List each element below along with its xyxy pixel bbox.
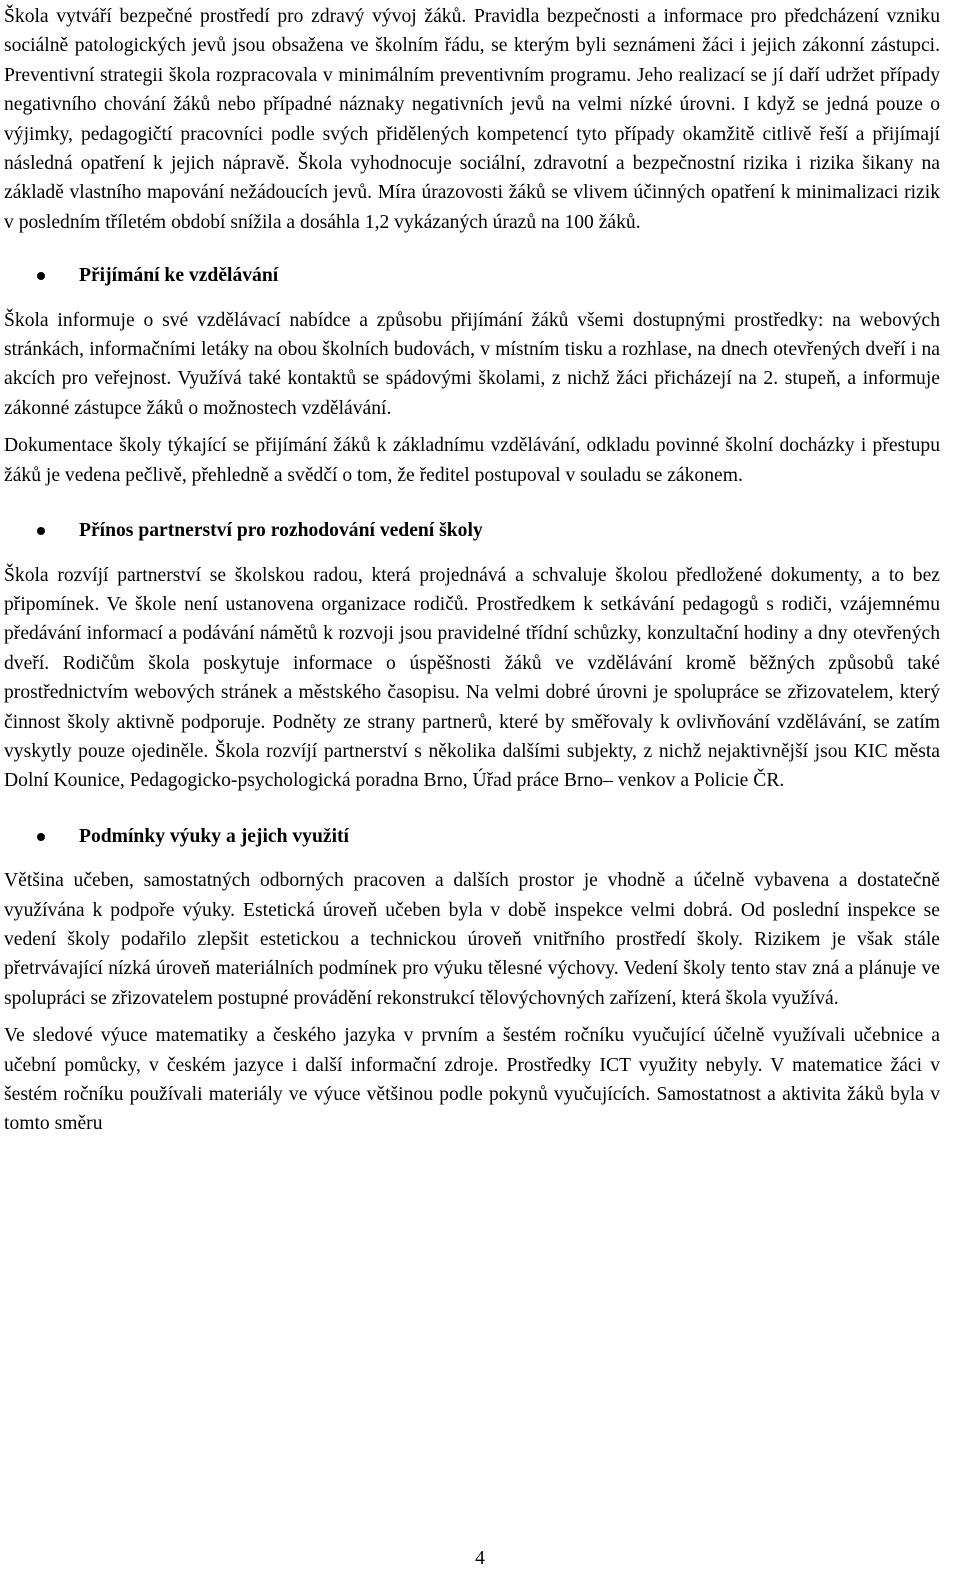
document-body — [4, 2, 940, 1139]
section-partnership — [4, 516, 940, 796]
paragraph-conditions-equipment: Většina učeben, samostatných odborných pracoven a dalších prostor je vhodně a účelně vybavena a dostatečně využívána k podpoře výuky. Estetická úroveň učeben byla v době inspekce velmi dobrá. Od poslední inspekce se vedení školy podařilo zlepšit estetickou a technickou úroveň vnitřního prostředí školy. Rizikem je však stále přetrvávající nízká úroveň materiálních podmínek pro výuku tělesné výchovy. Vedení školy tento stav zná a plánuje ve spolupráci se zřizovatelem postupné provádění rekonstrukcí tělovýchovných zařízení, která škola využívá. — [4, 870, 940, 1009]
section-heading-partnership — [4, 516, 940, 545]
bullet-icon — [37, 272, 45, 280]
bullet-icon — [37, 527, 45, 535]
paragraph-admission-docs: Dokumentace školy týkající se přijímání žáků k základnímu vzdělávání, odkladu povinné školní docházky i přestupu žáků je vedena pečlivě, přehledně a svědčí o tom, že ředitel postupoval v souladu se zákonem. — [4, 435, 940, 486]
heading-text: Přijímání ke vzdělávání — [79, 265, 279, 287]
paragraph-admission-info: Škola informuje o své vzdělávací nabídce a způsobu přijímání žáků všemi dostupnými prostředky: na webových stránkách, informačními letáky na obou školních budovách, v místním tisku a rozhlase, na dnech otevřených dveří i na akcích pro veřejnost. Využívá také kontaktů se spádovými školami, z nichž žáci přicházejí na 2. stupeň, a informuje zákonné zástupce žáků o možnostech vzdělávání. — [4, 309, 940, 419]
section-safety — [4, 2, 940, 237]
heading-text: Podmínky výuky a jejich využití — [79, 825, 349, 847]
section-conditions — [4, 822, 940, 1139]
paragraph-partnership: Škola rozvíjí partnerství se školskou radou, která projednává a schvaluje školou předložené dokumenty, a to bez připomínek. Ve škole není ustanovena organizace rodičů. Prostředkem k setkávání pedagogů s rodiči, vzájemnému předávání informací a podávání námětů k rozvoji jsou pravidelné třídní schůzky, konzultační hodiny a dny otevřených dveří. Rodičům škola poskytuje informace o úspěšnosti žáků ve vzdělávání kromě běžných způsobů také prostřednictvím webových stránek a městského časopisu. Na velmi dobré úrovni je spolupráce se zřizovatelem, který činnost školy aktivně podporuje. Podněty ze strany partnerů, které by směřovaly k ovlivňování vzdělávání, se zatím vyskytly pouze ojediněle. Škola rozvíjí partnerství s několika dalšími subjekty, z nichž nejaktivnější jsou KIC města Dolní Kounice, Pedagogicko-psychologická poradna Brno, Úřad práce Brno– venkov a Policie ČR. — [4, 564, 940, 792]
section-heading-admission — [4, 261, 940, 290]
heading-text: Přínos partnerství pro rozhodování vedení školy — [79, 520, 483, 542]
section-admission — [4, 261, 940, 490]
bullet-icon — [37, 833, 45, 841]
paragraph-conditions-teaching: Ve sledové výuce matematiky a českého jazyka v prvním a šestém ročníku vyučující účelně využívali učebnice a učební pomůcky, v českém jazyce i další informační zdroje. Prostředky ICT využity nebyly. V matematice žáci v šestém ročníku používali materiály ve výuce většinou podle pokynů vyučujících. Samostatnost a aktivita žáků byla v tomto směru — [4, 1025, 940, 1135]
section-heading-conditions — [4, 822, 940, 851]
paragraph-safety: Škola vytváří bezpečné prostředí pro zdravý vývoj žáků. Pravidla bezpečnosti a informace pro předcházení vzniku sociálně patologických jevů jsou obsažena ve školním řádu, se kterým byli seznámeni žáci i jejich zákonní zástupci. Preventivní strategii škola rozpracovala v minimálním preventivním programu. Jeho realizací se jí daří udržet případy negativního chování žáků nebo případné náznaky negativních jevů na velmi nízké úrovni. I když se jedná pouze o výjimky, pedagogičtí pracovníci podle svých přidělených kompetencí tyto případy okamžitě citlivě řeší a přijímají následná opatření k jejich nápravě. Škola vyhodnocuje sociální, zdravotní a bezpečnostní rizika i rizika šikany na základě vlastního mapování nežádoucích jevů. Míra úrazovosti žáků se vlivem účinných opatření k minimalizaci rizik v posledním tříletém období snížila a dosáhla 1,2 vykázaných úrazů na 100 žáků. — [4, 6, 940, 233]
page-number: 4 — [475, 1548, 485, 1569]
